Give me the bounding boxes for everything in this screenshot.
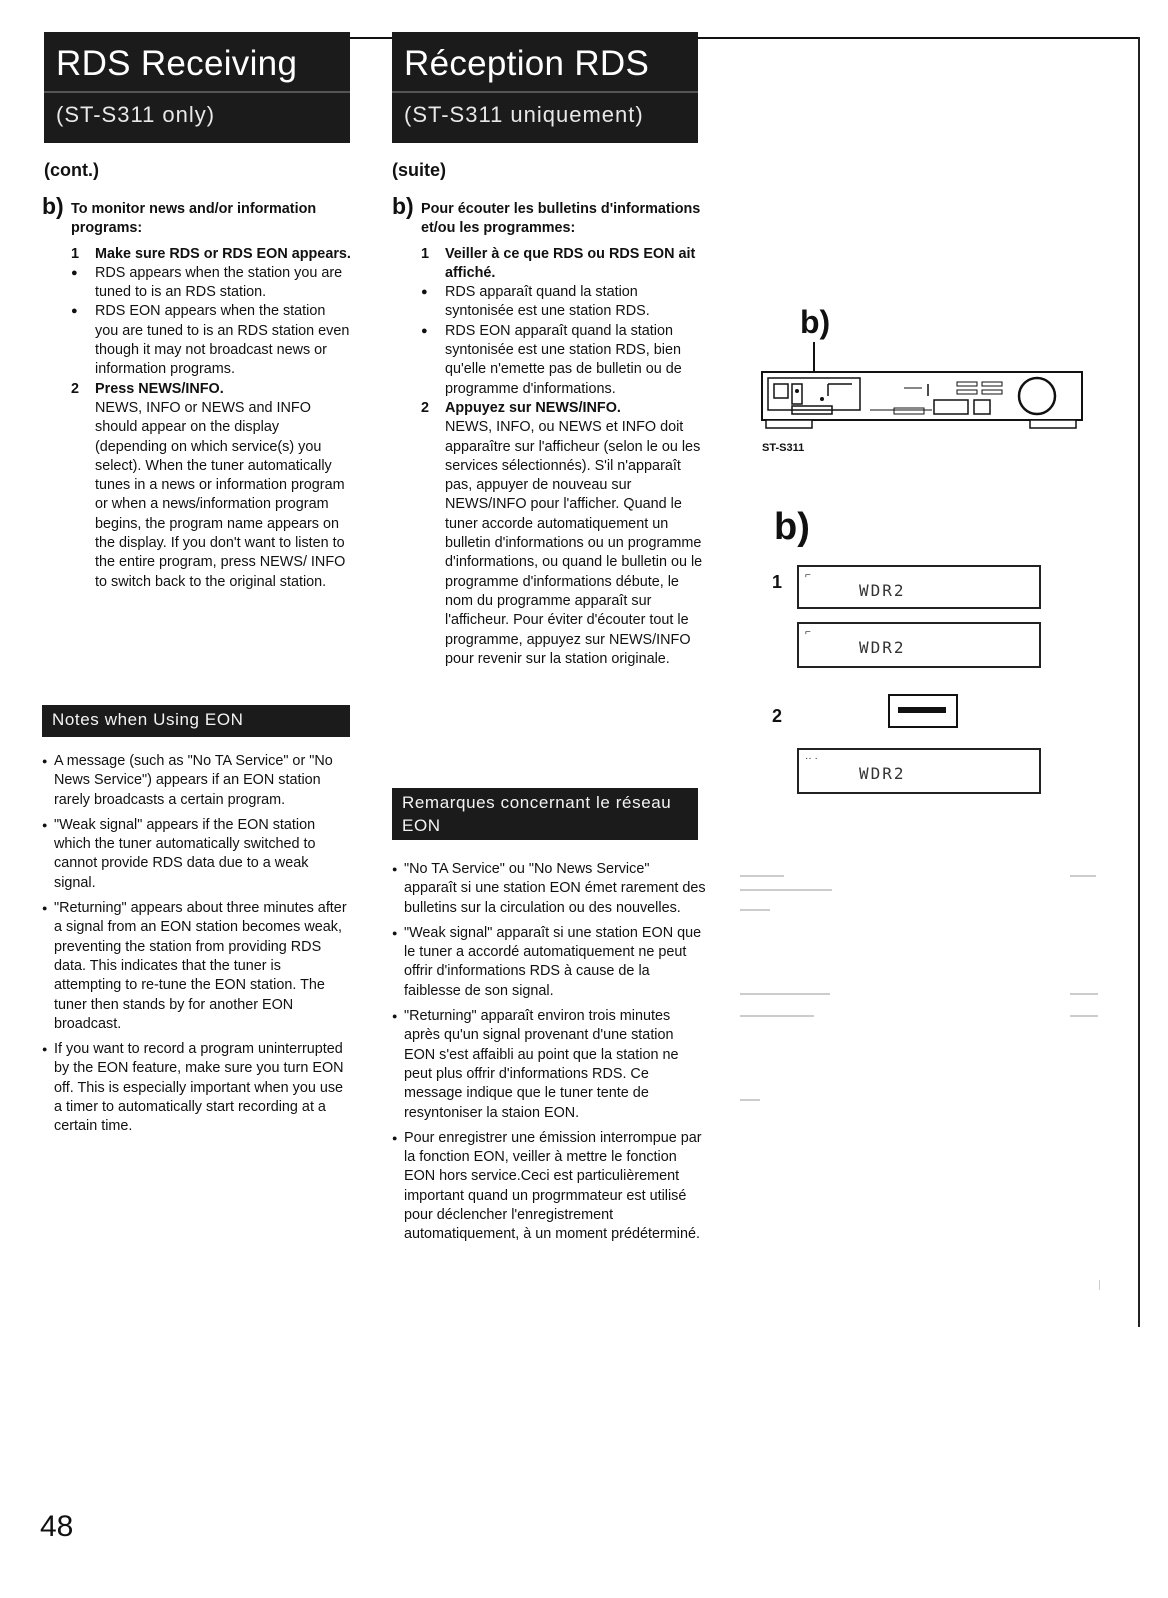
fr-title: Réception RDS [404,44,650,83]
display-station-name: WDR2 [859,581,906,600]
fr-notes-heading: Remarques concernant le réseau EON [392,788,698,840]
en-notes-heading: Notes when Using EON [42,705,350,737]
en-step-2-title: Press NEWS/INFO. [95,380,224,397]
en-b-heading-text: To monitor news and/or information programs: [71,201,317,237]
fr-subtitle: (ST-S311 uniquement) [404,102,644,127]
fr-note-item: ● "Weak signal" apparaît si une station EON que le tuner a accordé automatiquement ne peut offrir d'informations RDS à cause de la faiblesse de son signal. [392,924,706,1001]
display-step-2: 2 [772,706,783,726]
en-step-1-bullet: ● RDS appears when the station you are tuned to is an RDS station. [42,264,352,303]
en-note-item: ● If you want to record a program uninterrupted by the EON feature, make sure you turn EON off. This is especially important when you use a timer to automatically start recording at a certain time. [42,1040,350,1136]
display-station-name: WDR2 [859,638,906,657]
fr-cont-label: (suite) [392,160,446,180]
news-info-button [888,694,958,728]
page-number: 48 [40,1510,74,1543]
fr-b-heading-text: Pour écouter les bulletins d'informations et/ou les programmes: [421,201,701,237]
display-step-1: 1 [772,572,783,592]
fr-step-1-title: Veiller à ce que RDS ou RDS EON ait affiché. [445,245,696,281]
news-info-button-label-icon [898,707,946,713]
fr-step-1-number: 1 [421,245,430,262]
en-instructions [42,193,352,592]
display-indicator-icon: ⌐ [805,627,811,638]
fr-step-2 [392,399,704,418]
fr-b-letter: b) [392,193,414,219]
fr-note-item: ● Pour enregistrer une émission interrompue par la fonction EON, veiller à mettre le fonction EON hors service.Ceci est particulièrement important quand un progrmmateur est utilisé pour déclencher l'enregistrement automatiquement, à un moment prédéterminé. [392,1129,706,1245]
en-note-item: ● A message (such as "No TA Service" or "No News Service") appears if an EON station rarely broadcasts a certain program. [42,752,350,810]
en-title: RDS Receiving [56,44,298,83]
en-step-1-number: 1 [71,245,80,262]
en-subtitle: (ST-S311 only) [56,102,216,127]
en-notes-list [42,752,350,1143]
model-label: ST-S311 [762,442,805,454]
scan-artifact-marks [740,860,1100,1290]
fr-step-2-title: Appuyez sur NEWS/INFO. [445,399,621,416]
en-step-1-title: Make sure RDS or RDS EON appears. [95,245,351,262]
display-indicator-icon: ·· · [805,753,818,764]
fr-step-2-text: NEWS, INFO, ou NEWS et INFO doit apparaître sur l'afficheur (selon le ou les services sélectionnés). S'il n'apparaît pas, appuyer de nouveau sur NEWS/INFO pour l'afficher. Quand le tuner accorde automatiquement un bulletin d'informations ou un programme d'informations, ou quand le bulletin ou le programme d'informations débute, le nom du programme apparaît sur l'afficheur. Pour éviter d'écouter tout le programme, appuyez sur NEWS/INFO pour revenir sur la station originale. [445,419,703,667]
tuner-display-3 [797,748,1041,794]
fr-note-item: ● "No TA Service" ou "No News Service" apparaît si une station EON émet rarement des bulletins sur la circulation ou des nouvelles. [392,860,706,918]
fr-title-divider [392,91,698,93]
tuner-display-2 [797,622,1041,668]
en-step-2-text: NEWS, INFO or NEWS and INFO should appear on the display (depending on which service(s) you select). When the tuner automatically tunes in a news or information program or when a news/information program begins, the program name appears on the display. If you don't want to listen to the entire program, press NEWS/ INFO to switch back to the original station. [95,399,346,590]
fr-step-2-number: 2 [421,399,430,416]
fr-step-1-bullet: ● RDS EON apparaît quand la station syntonisée est une station RDS, bien qu'elle n'emette pas de bulletin ou de programme d'informations. [392,322,704,399]
en-step-1 [42,245,352,264]
fr-step-1 [392,245,704,284]
en-step-1-bullet: ● RDS EON appears when the station you are tuned to is an RDS station even though it may not broadcast news or information programs. [42,302,352,379]
en-b-letter: b) [42,193,64,219]
fr-b-heading [392,193,704,239]
tuner-front-panel [752,330,1092,440]
fr-notes-list [392,860,706,1251]
display-station-name: WDR2 [859,764,906,783]
fr-step-1-bullet: ● RDS apparaît quand la station syntonisée est une station RDS. [392,283,704,322]
en-b-heading [42,193,352,239]
en-step-2 [42,380,352,399]
en-cont-label: (cont.) [44,160,99,180]
en-step-2-number: 2 [71,380,80,397]
display-indicator-icon: ⌐ [805,570,811,581]
illustration-top-label: b) [800,304,831,340]
fr-instructions [392,193,704,669]
en-note-item: ● "Returning" appears about three minutes after a signal from an EON station becomes weak, preventing the station from providing RDS data. This indicates that the tuner is attempting to re-tune the EON station. The tuner then stands by for another EON broadcast. [42,899,350,1034]
en-title-divider [44,91,350,93]
fr-title-box [392,32,698,143]
en-note-item: ● "Weak signal" appears if the EON station which the tuner automatically switched to cannot provide RDS data due to a weak signal. [42,816,350,893]
tuner-display-1 [797,565,1041,609]
display-section-label: b) [774,506,810,548]
right-rule [1138,37,1140,1327]
en-title-box [44,32,350,143]
fr-note-item: ● "Returning" apparaît environ trois minutes après qu'un signal provenant d'une station EON s'est affaibli au point que la station ne peut plus offrir d'informations RDS. Ce message indique que le tuner tente de resyntoniser la staion EON. [392,1007,706,1123]
